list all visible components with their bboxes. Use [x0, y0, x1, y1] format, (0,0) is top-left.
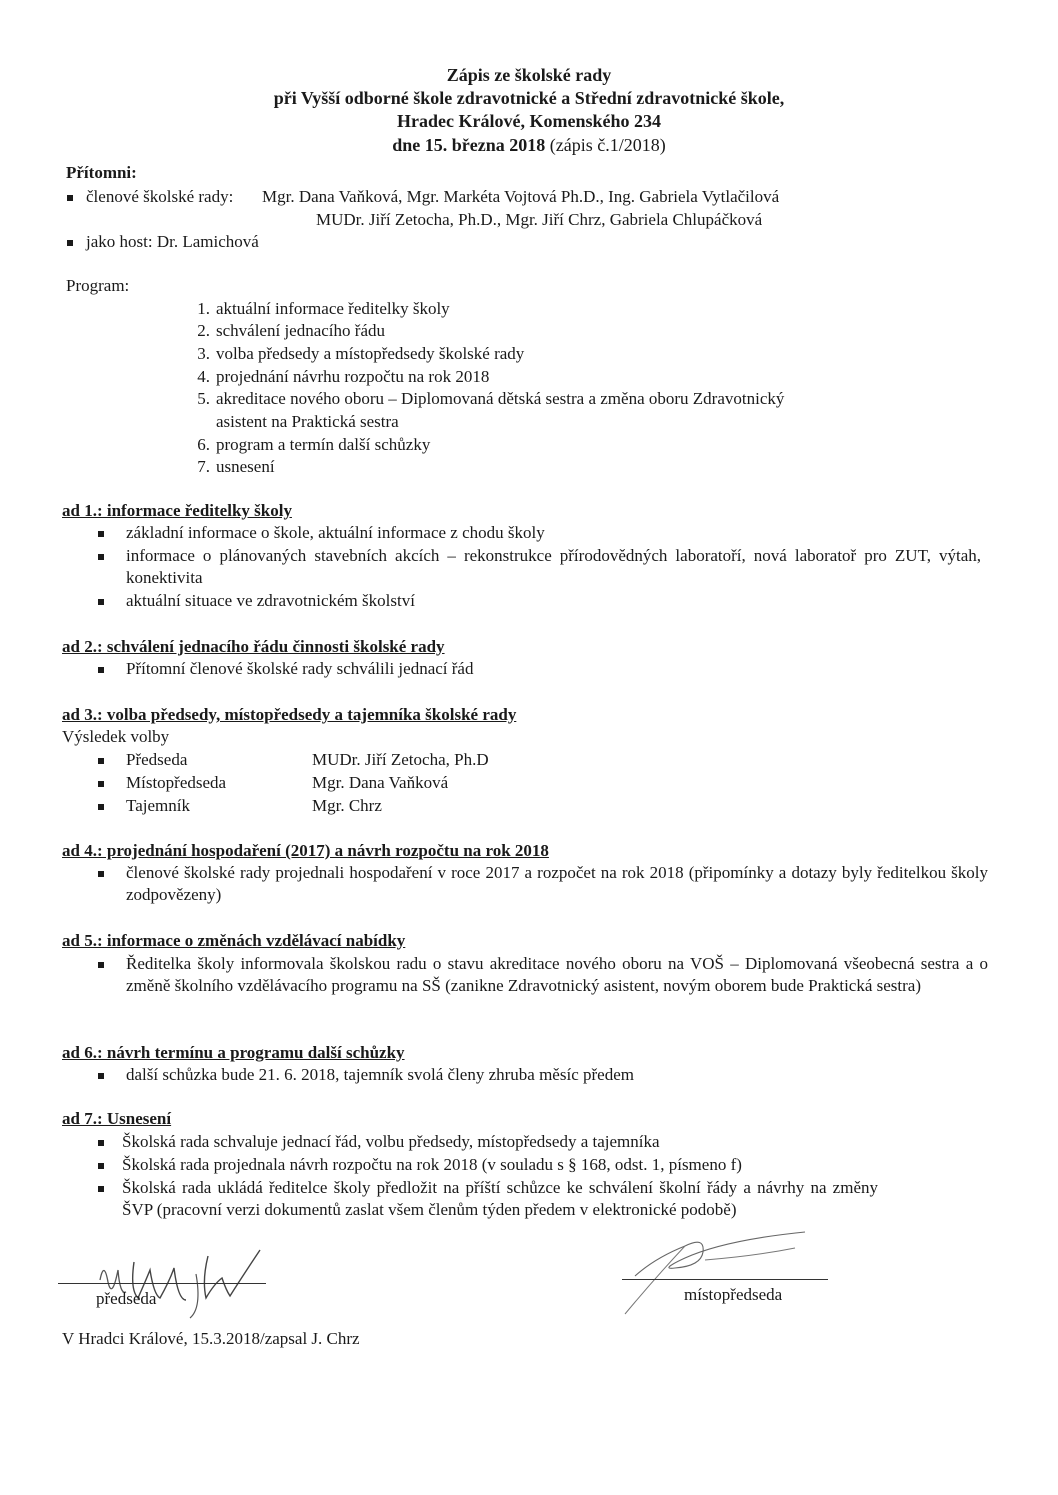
election-role: Tajemník [126, 796, 190, 815]
section-2-heading: ad 2.: schválení jednacího řádu činnosti školské rady [62, 637, 445, 656]
place-date-recorder: V Hradci Králové, 15.3.2018/zapsal J. Chrz [62, 1329, 360, 1348]
section-1-item: informace o plánovaných stavebních akcích – rekonstrukce přírodovědných laboratoří, nová laboratoř pro ZUT, výtah, konektivita [126, 546, 981, 587]
program-item: 7. usnesení [197, 457, 275, 476]
bullet [98, 871, 104, 877]
bullet [98, 962, 104, 968]
bullet [98, 1073, 104, 1079]
program-item: 4. projednání návrhu rozpočtu na rok 2018 [197, 367, 490, 386]
bullet [67, 240, 73, 246]
section-4-item: členové školské rady projednali hospodaření v roce 2017 a rozpočet na rok 2018 (připomínky a dotazy byly ředitelkou školy zodpovězeny) [126, 863, 988, 904]
signature-line-left [58, 1283, 266, 1284]
section-7-item: Školská rada ukládá ředitelce školy předložit na příští schůzce ke schválení školní řády a návrhy na změny ŠVP (pracovní verzi dokumentů zaslat všem členům týden předem v elektronické podobě) [122, 1178, 878, 1219]
doc-subtitle-school: při Vyšší odborné škole zdravotnické a Střední zdravotnické škole, [273, 88, 785, 108]
doc-date-line [0, 134, 1058, 157]
meeting-date: dne 15. března 2018 [392, 135, 546, 155]
signature-line-right [622, 1279, 828, 1280]
section-6-item: další schůzka bude 21. 6. 2018, tajemník svolá členy zhruba měsíc předem [126, 1065, 634, 1084]
bullet [67, 195, 73, 201]
bullet [98, 758, 104, 764]
election-role: Místopředseda [126, 773, 227, 792]
doc-subtitle-address: Hradec Králové, Komenského 234 [397, 111, 661, 131]
bullet [98, 781, 104, 787]
program-label: Program: [66, 276, 130, 295]
section-5-heading: ad 5.: informace o změnách vzdělávací nabídky [62, 931, 406, 950]
program-item: 3. volba předsedy a místopředsedy školské rady [197, 344, 525, 363]
bullet [98, 599, 104, 605]
election-result-label: Výsledek volby [62, 727, 170, 746]
section-4-heading: ad 4.: projednání hospodaření (2017) a návrh rozpočtu na rok 2018 [62, 841, 549, 860]
program-item-continuation: asistent na Praktická sestra [216, 412, 399, 431]
doc-title: Zápis ze školské rady [446, 65, 612, 85]
section-6-heading: ad 6.: návrh termínu a programu další schůzky [62, 1043, 405, 1062]
section-1-item: aktuální situace ve zdravotnickém školství [126, 591, 415, 610]
section-7-heading: ad 7.: Usnesení [62, 1109, 172, 1128]
election-name: Mgr. Dana Vaňková [312, 773, 449, 792]
program-item: 1. aktuální informace ředitelky školy [197, 299, 450, 318]
program-item: 2. schválení jednacího řádu [197, 321, 385, 340]
bullet [98, 1186, 104, 1192]
election-name: Mgr. Chrz [312, 796, 382, 815]
bullet [98, 667, 104, 673]
section-7-item: Školská rada schvaluje jednací řád, volbu předsedy, místopředsedy a tajemníka [122, 1132, 660, 1151]
record-number: (zápis č.1/2018) [545, 135, 666, 155]
section-7-item: Školská rada projednala návrh rozpočtu na rok 2018 (v souladu s § 168, odst. 1, písmeno f) [122, 1155, 742, 1174]
vice-chairman-label: místopředseda [684, 1285, 783, 1304]
chairman-label: předseda [96, 1289, 157, 1308]
bullet [98, 531, 104, 537]
section-5-item: Ředitelka školy informovala školskou radu o stavu akreditace nového oboru na VOŠ – Diplomovaná všeobecná sestra a o změně školního vzdělávacího programu na SŠ (zanikne Zdravotnický asistent, novým oborem bude Praktická sestra) [126, 954, 988, 995]
program-item: 5. akreditace nového oboru – Diplomovaná dětská sestra a změna oboru Zdravotnický [197, 389, 785, 408]
members-line-1: Mgr. Dana Vaňková, Mgr. Markéta Vojtová Ph.D., Ing. Gabriela Vytlačilová [262, 187, 780, 206]
election-name: MUDr. Jiří Zetocha, Ph.D [312, 750, 489, 769]
election-role: Předseda [126, 750, 188, 769]
attendance-heading: Přítomni: [66, 163, 137, 182]
section-1-item: základní informace o škole, aktuální informace z chodu školy [126, 523, 545, 542]
bullet [98, 1140, 104, 1146]
bullet [98, 1163, 104, 1169]
program-item: 6. program a termín další schůzky [197, 435, 431, 454]
bullet [98, 804, 104, 810]
section-3-heading: ad 3.: volba předsedy, místopředsedy a tajemníka školské rady [62, 705, 517, 724]
guest-line: jako host: Dr. Lamichová [86, 232, 259, 251]
members-line-2: MUDr. Jiří Zetocha, Ph.D., Mgr. Jiří Chrz, Gabriela Chlupáčková [316, 210, 763, 229]
members-label: členové školské rady: [86, 187, 234, 206]
section-2-item: Přítomní členové školské rady schválili jednací řád [126, 659, 474, 678]
section-1-heading: ad 1.: informace ředitelky školy [62, 501, 292, 520]
bullet [98, 554, 104, 560]
